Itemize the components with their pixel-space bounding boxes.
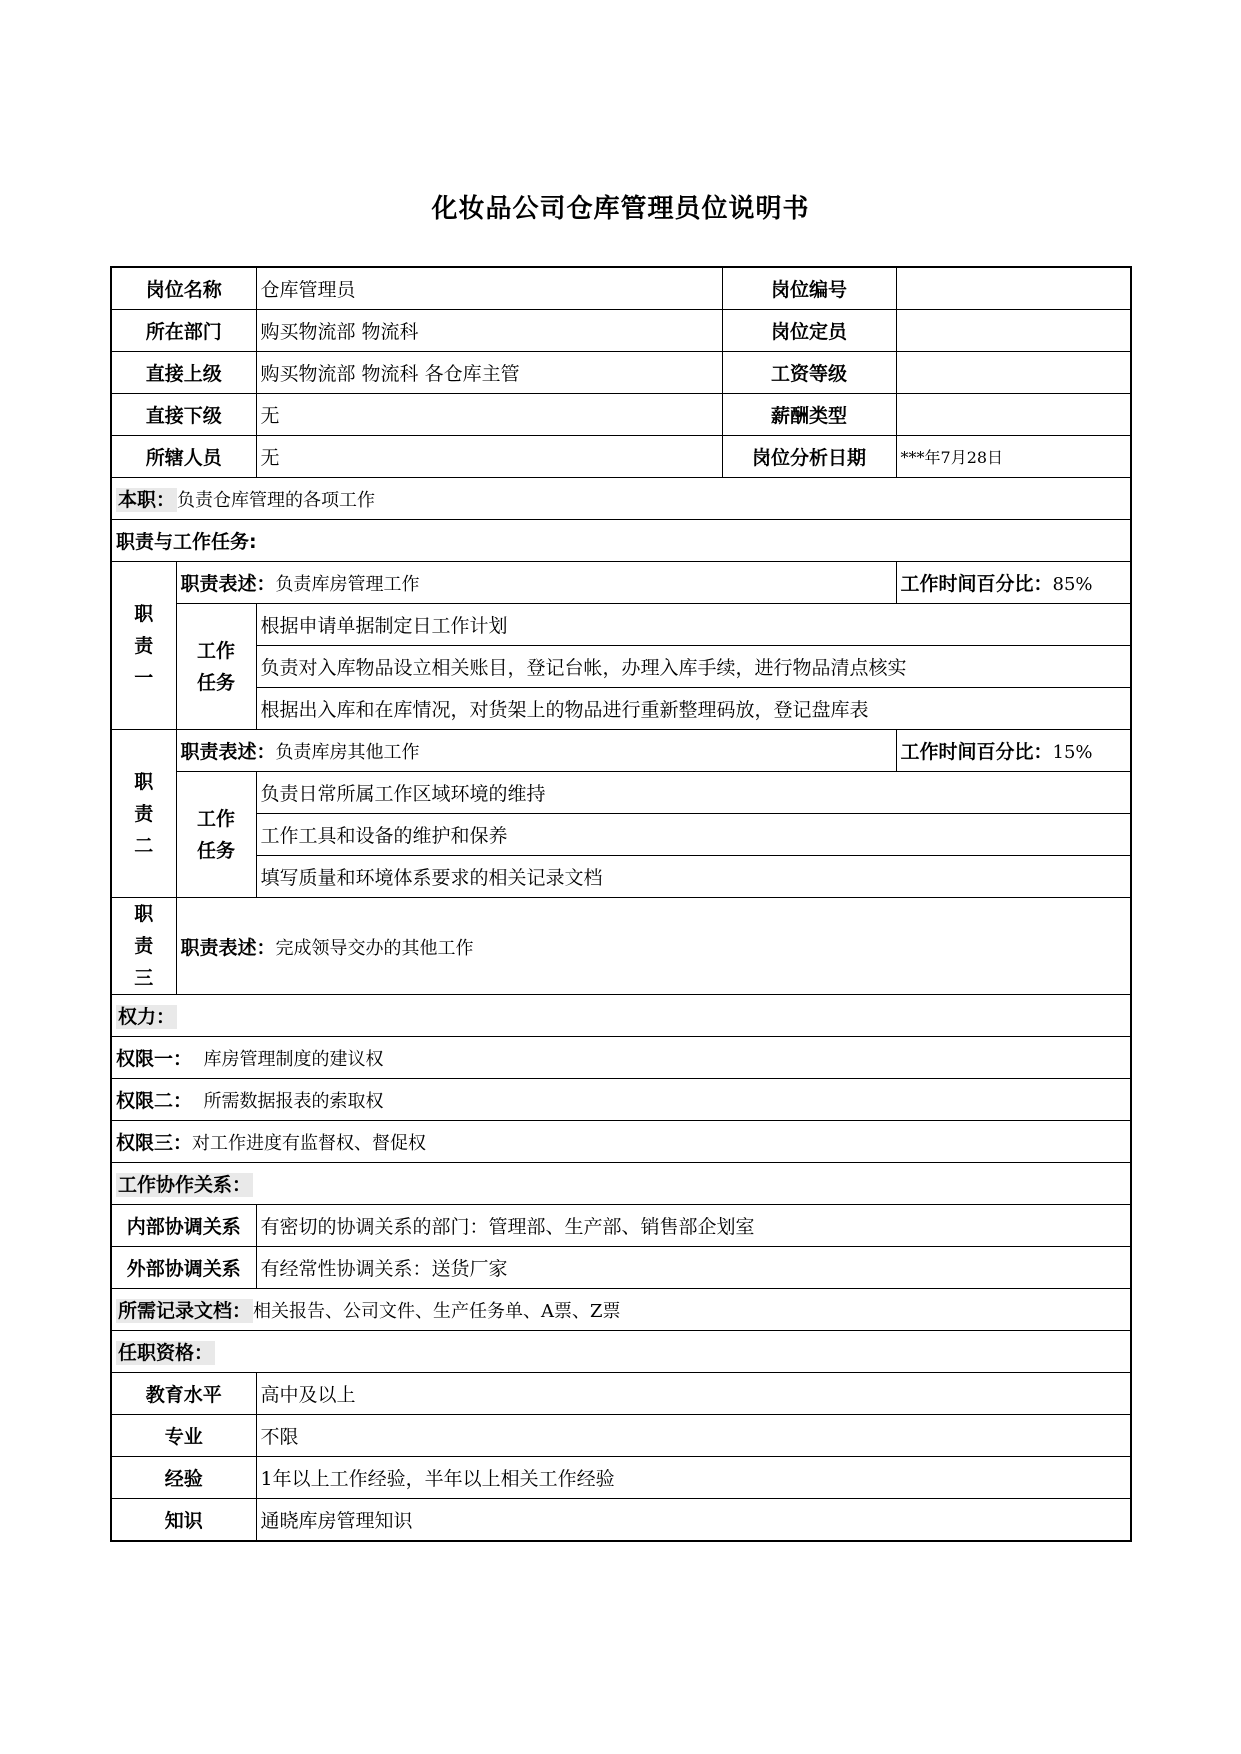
- row-post-name: [111, 267, 1131, 310]
- qual-education-label: 教育水平: [111, 1373, 256, 1415]
- qual-knowledge-value: 通晓库房管理知识: [256, 1499, 1131, 1542]
- duty3-desc: 完成领导交办的其他工作: [275, 937, 474, 959]
- qual-experience-value: 1年以上工作经验，半年以上相关工作经验: [256, 1457, 1131, 1499]
- post-number-label: 岗位编号: [722, 267, 896, 310]
- docs-label: 所需记录文档：: [118, 1300, 252, 1322]
- duty2-task-row: [111, 772, 1131, 814]
- row-superior: [111, 352, 1131, 394]
- duty2-name: 职 责 二: [111, 730, 176, 898]
- duty2-pct: 15%: [1052, 742, 1093, 763]
- power-item-row: [111, 1079, 1131, 1121]
- power-header: 权力：: [118, 1006, 176, 1028]
- row-staff: [111, 436, 1131, 478]
- duty1-desc-label: 职责表述：: [180, 573, 276, 595]
- power-3-label: 权限三：: [116, 1132, 193, 1154]
- qual-row: [111, 1373, 1131, 1415]
- coop-internal-label: 内部协调关系: [111, 1205, 256, 1247]
- qual-row: [111, 1457, 1131, 1499]
- duty1-task-3: 根据出入库和在库情况，对货架上的物品进行重新整理码放，登记盘库表: [256, 688, 1131, 730]
- coop-header-row: [111, 1163, 1131, 1205]
- duty3-desc-label: 职责表述：: [180, 936, 276, 959]
- power-1-label: 权限一：: [116, 1048, 193, 1070]
- duties-header: 职责与工作任务:: [111, 520, 1131, 562]
- superior-value: 购买物流部 物流科 各仓库主管: [256, 352, 722, 394]
- duty1-pct: 85%: [1052, 574, 1093, 595]
- coop-internal-value: 有密切的协调关系的部门：管理部、生产部、销售部企划室: [256, 1205, 1131, 1247]
- headcount-value: [896, 310, 1131, 352]
- staff-label: 所辖人员: [111, 436, 256, 478]
- power-item-row: [111, 1037, 1131, 1079]
- row-subordinate: [111, 394, 1131, 436]
- qual-row: [111, 1499, 1131, 1542]
- row-department: [111, 310, 1131, 352]
- duty2-desc-label: 职责表述：: [180, 741, 276, 763]
- salary-grade-label: 工资等级: [722, 352, 896, 394]
- duty1-task-label: 工作 任务: [176, 604, 256, 730]
- duty2-task-2: 工作工具和设备的维护和保养: [256, 814, 1131, 856]
- duty3-row: [111, 898, 1131, 995]
- duty1-task-row: [111, 688, 1131, 730]
- row-duties-header: [111, 520, 1131, 562]
- department-label: 所在部门: [111, 310, 256, 352]
- qual-header: 任职资格：: [118, 1342, 214, 1364]
- docs-value: 相关报告、公司文件、生产任务单、A票、Z票: [253, 1301, 621, 1322]
- duty2-desc-row: [111, 730, 1131, 772]
- duty1-name: 职 责 一: [111, 562, 176, 730]
- row-main-duty: [111, 478, 1131, 520]
- coop-header: 工作协作关系：: [118, 1174, 252, 1196]
- qual-major-label: 专业: [111, 1415, 256, 1457]
- coop-internal-row: [111, 1205, 1131, 1247]
- post-name-label: 岗位名称: [111, 267, 256, 310]
- post-number-value: [896, 267, 1131, 310]
- subordinate-label: 直接下级: [111, 394, 256, 436]
- duty1-task-2: 负责对入库物品设立相关账目，登记台帐，办理入库手续，进行物品清点核实: [256, 646, 1131, 688]
- duty2-pct-label: 工作时间百分比：: [900, 741, 1053, 763]
- headcount-label: 岗位定员: [722, 310, 896, 352]
- pay-type-value: [896, 394, 1131, 436]
- coop-external-value: 有经常性协调关系：送货厂家: [256, 1247, 1131, 1289]
- analysis-date-label: 岗位分析日期: [722, 436, 896, 478]
- salary-grade-value: [896, 352, 1131, 394]
- qual-experience-label: 经验: [111, 1457, 256, 1499]
- staff-value: 无: [256, 436, 722, 478]
- duty1-desc: 负责库房管理工作: [275, 574, 420, 595]
- duty1-task-row: [111, 604, 1131, 646]
- power-1-value: 库房管理制度的建议权: [192, 1049, 384, 1070]
- department-value: 购买物流部 物流科: [256, 310, 722, 352]
- power-3-value: 对工作进度有监督权、督促权: [192, 1133, 427, 1154]
- duty1-desc-row: [111, 562, 1131, 604]
- duty2-task-label: 工作 任务: [176, 772, 256, 898]
- duty2-task-3: 填写质量和环境体系要求的相关记录文档: [256, 856, 1131, 898]
- page-title: 化妆品公司仓库管理员位说明书: [431, 194, 810, 224]
- pay-type-label: 薪酬类型: [722, 394, 896, 436]
- duty2-task-row: [111, 814, 1131, 856]
- qual-knowledge-label: 知识: [111, 1499, 256, 1542]
- docs-row: [111, 1289, 1131, 1331]
- post-name-value: 仓库管理员: [256, 267, 722, 310]
- duty2-desc: 负责库房其他工作: [275, 742, 420, 763]
- main-duty-value: 负责仓库管理的各项工作: [177, 490, 376, 511]
- qual-row: [111, 1415, 1131, 1457]
- duty1-pct-label: 工作时间百分比：: [900, 573, 1053, 595]
- coop-external-label: 外部协调关系: [111, 1247, 256, 1289]
- duty2-task-1: 负责日常所属工作区域环境的维持: [256, 772, 1131, 814]
- duty1-task-row: [111, 646, 1131, 688]
- analysis-date-value: ***年7月28日: [896, 436, 1131, 478]
- main-duty-label: 本职：: [118, 489, 176, 511]
- duty3-name: 职 责 三: [111, 898, 176, 995]
- job-description-table: [110, 266, 1132, 1542]
- qual-education-value: 高中及以上: [256, 1373, 1131, 1415]
- power-header-row: [111, 995, 1131, 1037]
- power-2-label: 权限二：: [116, 1090, 193, 1112]
- superior-label: 直接上级: [111, 352, 256, 394]
- coop-external-row: [111, 1247, 1131, 1289]
- qual-header-row: [111, 1331, 1131, 1373]
- qual-major-value: 不限: [256, 1415, 1131, 1457]
- duty1-task-1: 根据申请单据制定日工作计划: [256, 604, 1131, 646]
- power-2-value: 所需数据报表的索取权: [192, 1091, 384, 1112]
- duty2-task-row: [111, 856, 1131, 898]
- subordinate-value: 无: [256, 394, 722, 436]
- power-item-row: [111, 1121, 1131, 1163]
